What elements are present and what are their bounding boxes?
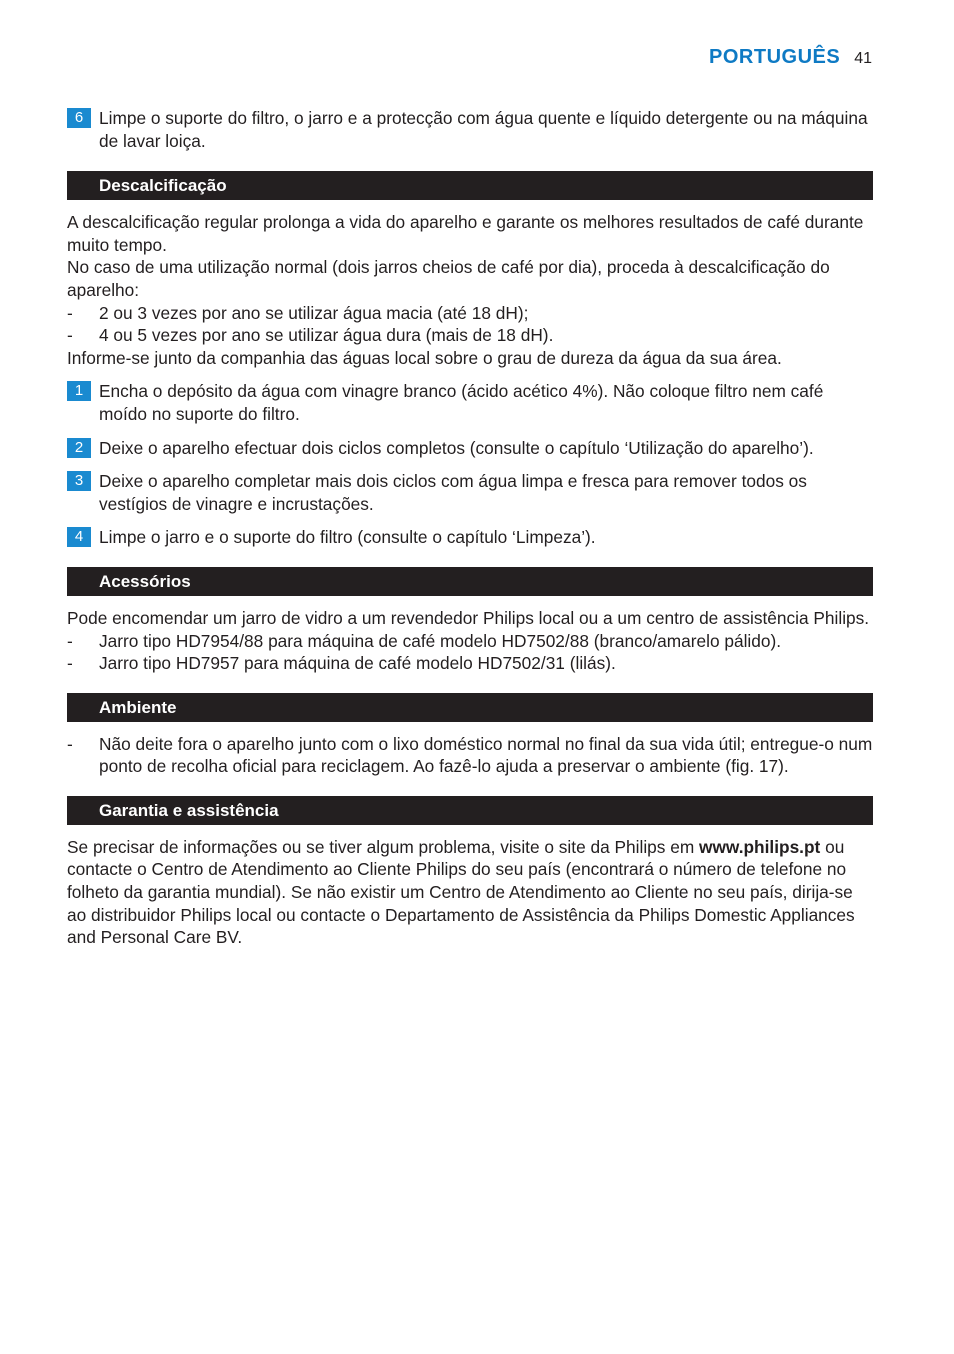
step-number-badge: 3 (67, 471, 91, 491)
step-text: Deixe o aparelho efectuar dois ciclos completos (consulte o capítulo ‘Utilização do aparelho’). (99, 437, 814, 458)
list-item-text: 2 ou 3 vezes por ano se utilizar água macia (até 18 dH); (99, 302, 529, 323)
list-item (67, 733, 873, 778)
dash-bullet: - (67, 325, 73, 346)
step-text: Limpe o suporte do filtro, o jarro e a protecção com água quente e líquido detergente ou na máquina de lavar loiça. (99, 108, 868, 151)
garantia-text-after: ou contacte o Centro de Atendimento ao Cliente Philips do seu país (encontrará o número de telefone no folheto da garantia mundial). Se não existir um Centro de Atendimento ao Cliente no seu país, dirija-se ao distribuidor Philips local ou contacte o Departamento de Assistência da Philips Domestic Appliances and Personal Care BV. (67, 836, 855, 948)
language-title: PORTUGUÊS (709, 46, 841, 68)
descalc-intro-1: A descalcificação regular prolonga a vida do aparelho e garante os melhores resultados de café durante muito tempo. (67, 212, 864, 255)
philips-url-link[interactable]: www.philips.pt (699, 836, 821, 857)
descalc-outro: Informe-se junto da companhia das águas local sobre o grau de dureza da água da sua área. (67, 347, 782, 368)
list-item (67, 324, 873, 347)
page-header (709, 46, 872, 69)
dash-bullet: - (67, 630, 73, 651)
list-item (67, 652, 873, 675)
step-number-badge: 6 (67, 108, 91, 128)
list-item (67, 630, 873, 653)
step-1 (67, 380, 873, 425)
list-item-text: Jarro tipo HD7957 para máquina de café modelo HD7502/31 (lilás). (99, 653, 616, 674)
list-item (67, 302, 873, 325)
section-heading-ambiente: Ambiente (67, 693, 873, 722)
step-text: Encha o depósito da água com vinagre branco (ácido acético 4%). Não coloque filtro nem café moído no suporte do filtro. (99, 381, 824, 424)
page-number: 41 (854, 50, 872, 67)
step-3 (67, 470, 873, 515)
step-6 (67, 107, 873, 152)
dash-bullet: - (67, 733, 73, 754)
page-content (67, 107, 873, 949)
step-text: Limpe o jarro e o suporte do filtro (consulte o capítulo ‘Limpeza’). (99, 527, 596, 548)
acessorios-intro: Pode encomendar um jarro de vidro a um revendedor Philips local ou a um centro de assistência Philips. (67, 607, 870, 628)
step-number-badge: 2 (67, 438, 91, 458)
section-heading-garantia: Garantia e assistência (67, 796, 873, 825)
list-item-text: Não deite fora o aparelho junto com o lixo doméstico normal no final da sua vida útil; entregue-o num ponto de recolha oficial para reciclagem. Ao fazê-lo ajuda a preservar o ambiente (fig. 17). (99, 733, 873, 777)
section-heading-acessorios: Acessórios (67, 567, 873, 596)
dash-bullet: - (67, 302, 73, 323)
garantia-text-before: Se precisar de informações ou se tiver algum problema, visite o site da Philips em (67, 836, 700, 857)
step-text: Deixe o aparelho completar mais dois ciclos com água limpa e fresca para remover todos os vestígios de vinagre e incrustações. (99, 471, 807, 514)
list-item-text: Jarro tipo HD7954/88 para máquina de café modelo HD7502/88 (branco/amarelo pálido). (99, 630, 782, 651)
step-number-badge: 1 (67, 381, 91, 401)
dash-bullet: - (67, 653, 73, 674)
list-item-text: 4 ou 5 vezes por ano se utilizar água dura (mais de 18 dH). (99, 325, 554, 346)
step-2 (67, 437, 873, 460)
section-heading-descalcificacao: Descalcificação (67, 171, 873, 200)
descalc-intro-2: No caso de uma utilização normal (dois jarros cheios de café por dia), proceda à descalcificação do aparelho: (67, 257, 830, 300)
garantia-text (67, 836, 873, 949)
step-number-badge: 4 (67, 527, 91, 547)
step-4 (67, 526, 873, 549)
